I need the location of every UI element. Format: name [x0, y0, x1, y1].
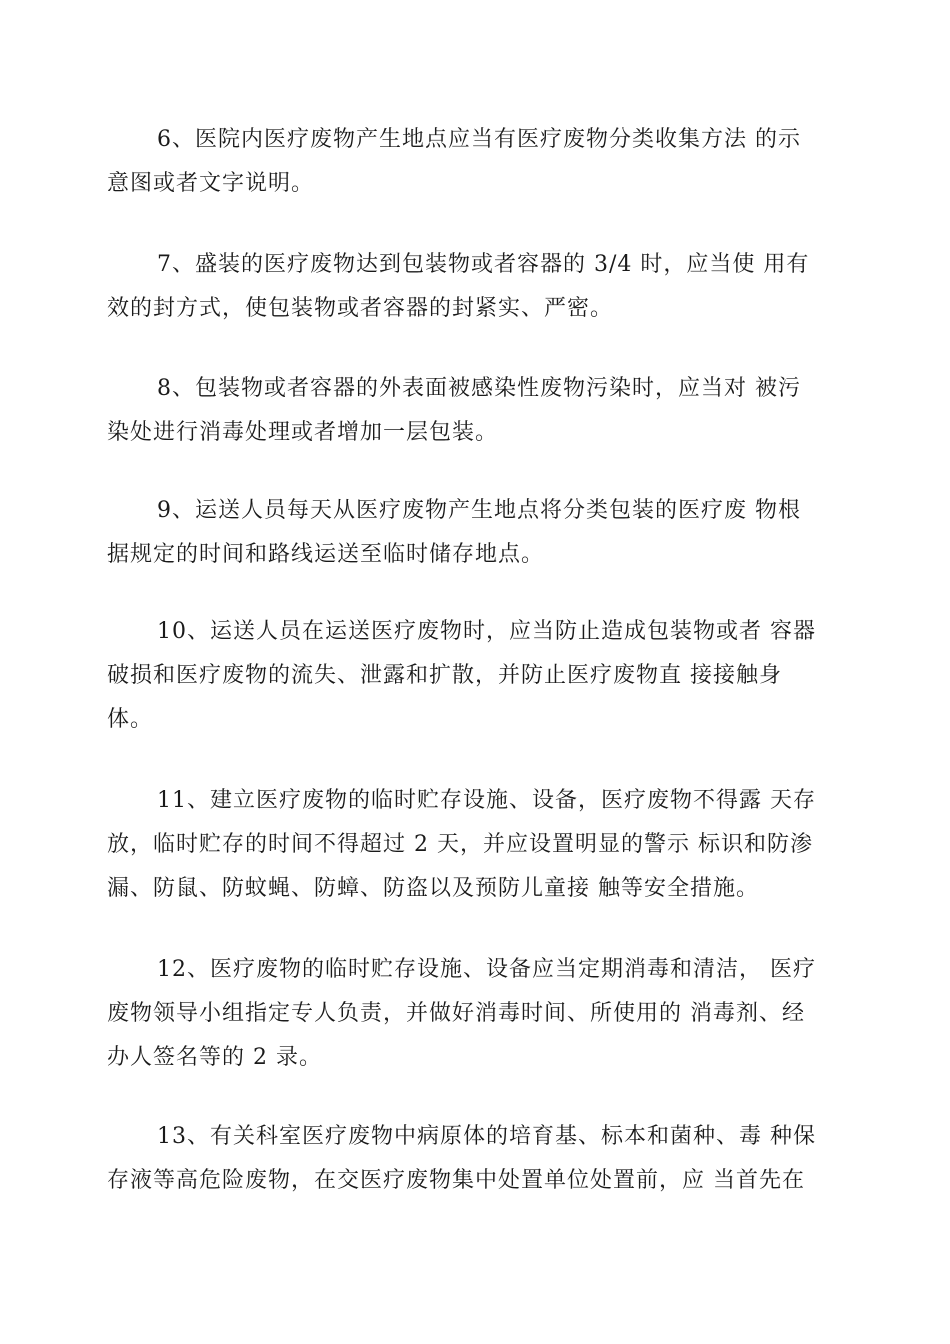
- paragraph-line: 放，临时贮存的时间不得超过 2 天，并应设置明显的警示 标识和防渗: [107, 832, 813, 857]
- paragraph-line: 意图或者文字说明。: [107, 171, 315, 196]
- paragraph-line: 7、盛装的医疗废物达到包装物或者容器的 3/4 时，应当使 用有: [157, 252, 810, 277]
- paragraph-11: [107, 779, 827, 911]
- paragraph-line: 13、有关科室医疗废物中病原体的培育基、标本和菌种、毒 种保: [157, 1124, 816, 1149]
- paragraph-9: [107, 489, 827, 577]
- paragraph-12: [107, 948, 827, 1080]
- paragraph-line: 染处进行消毒处理或者增加一层包装。: [107, 420, 499, 445]
- paragraph-7: [107, 243, 827, 331]
- paragraph-line: 存液等高危险废物，在交医疗废物集中处置单位处置前，应 当首先在: [107, 1168, 805, 1193]
- paragraph-6: [107, 118, 827, 206]
- paragraph-line: 废物领导小组指定专人负责，并做好消毒时间、所使用的 消毒剂、经: [107, 1001, 805, 1026]
- paragraph-line: 漏、防鼠、防蚊蝇、防蟑、防盗以及预防儿童接 触等安全措施。: [107, 876, 759, 901]
- paragraph-line: 办人签名等的 2 录。: [107, 1045, 322, 1070]
- paragraph-10: [107, 610, 827, 742]
- paragraph-line: 8、包装物或者容器的外表面被感染性废物污染时，应当对 被污: [157, 376, 801, 401]
- paragraph-8: [107, 367, 827, 455]
- paragraph-13: [107, 1115, 827, 1203]
- paragraph-line: 6、医院内医疗废物产生地点应当有医疗废物分类收集方法 的示: [157, 127, 801, 152]
- paragraph-line: 10、运送人员在运送医疗废物时，应当防止造成包装物或者 容器: [157, 619, 816, 644]
- paragraph-line: 据规定的时间和路线运送至临时储存地点。: [107, 542, 545, 567]
- paragraph-line: 9、运送人员每天从医疗废物产生地点将分类包装的医疗废 物根: [157, 498, 801, 523]
- paragraph-line: 效的封方式，使包装物或者容器的封紧实、严密。: [107, 296, 614, 321]
- paragraph-line: 11、建立医疗废物的临时贮存设施、设备，医疗废物不得露 天存: [157, 788, 816, 813]
- paragraph-line: 12、医疗废物的临时贮存设施、设备应当定期消毒和清洁， 医疗: [157, 957, 816, 982]
- paragraph-line: 体。: [107, 707, 154, 732]
- paragraph-line: 破损和医疗废物的流失、泄露和扩散，并防止医疗废物直 接接触身: [107, 663, 782, 688]
